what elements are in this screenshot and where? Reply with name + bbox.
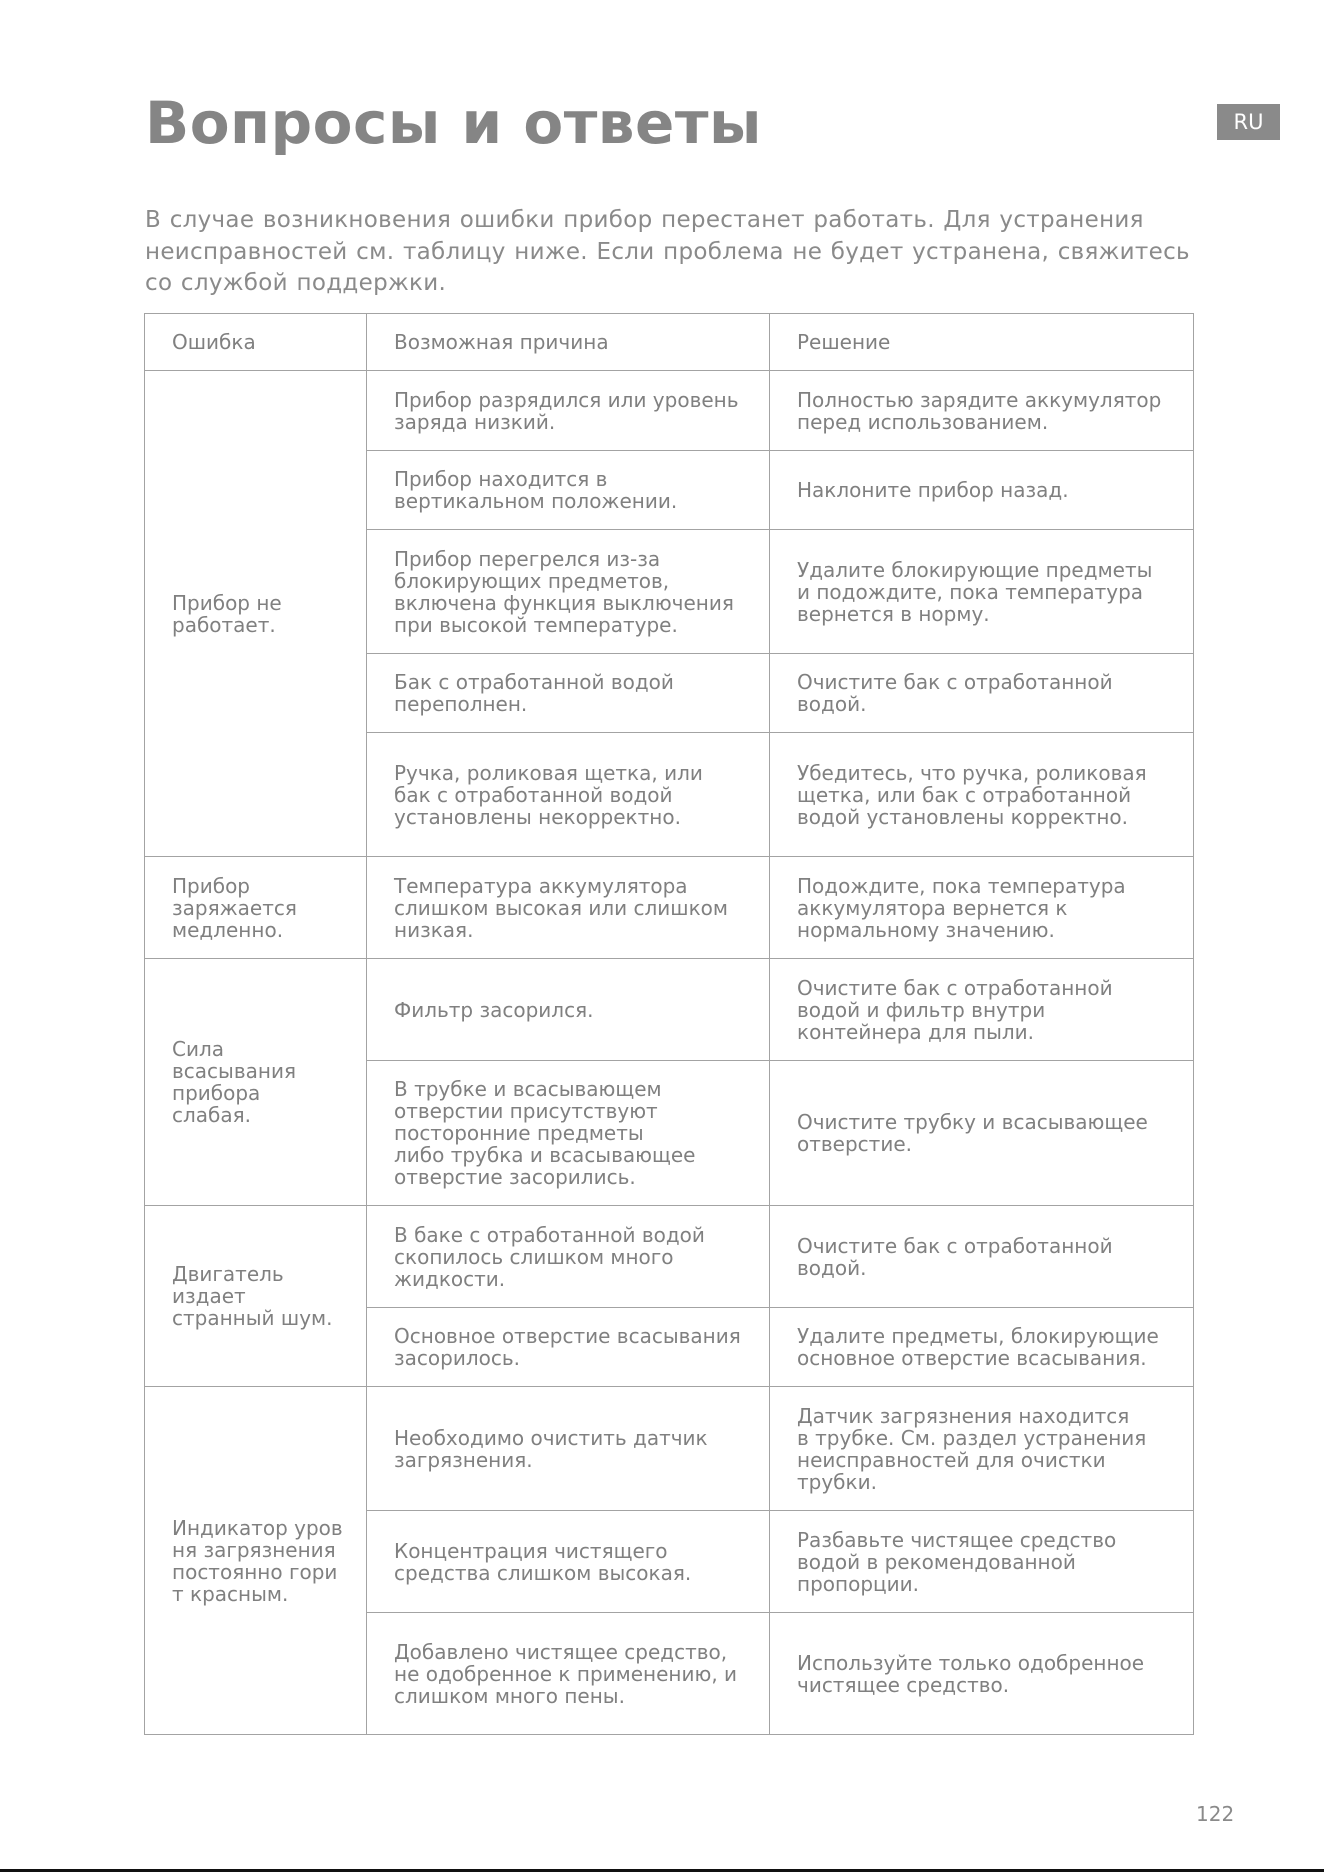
error-cell: Прибор не работает.: [145, 371, 367, 857]
column-header-solution: Решение: [770, 314, 1194, 371]
solution-cell: Удалите предметы, блокирующие основное отверстие всасывания.: [770, 1308, 1194, 1387]
cause-cell: Температура аккумулятора слишком высокая или слишком низкая.: [367, 857, 770, 959]
cause-cell: Бак с отработанной водой переполнен.: [367, 654, 770, 733]
solution-cell: Убедитесь, что ручка, роликовая щетка, или бак с отработанной водой установлены корректно.: [770, 733, 1194, 857]
column-header-error: Ошибка: [145, 314, 367, 371]
solution-cell: Подождите, пока температура аккумулятора вернется к нормальному значению.: [770, 857, 1194, 959]
cause-cell: Концентрация чистящего средства слишком высокая.: [367, 1511, 770, 1613]
table-row: [145, 1387, 1194, 1511]
table-header-row: [145, 314, 1194, 371]
cause-cell: Прибор разрядился или уровень заряда низкий.: [367, 371, 770, 451]
table-row: [145, 1206, 1194, 1308]
cause-cell: Фильтр засорился.: [367, 959, 770, 1061]
solution-cell: Очистите бак с отработанной водой.: [770, 654, 1194, 733]
cause-cell: Прибор перегрелся из-за блокирующих предметов, включена функция выключения при высокой температуре.: [367, 530, 770, 654]
solution-cell: Используйте только одобренное чистящее средство.: [770, 1613, 1194, 1735]
cause-cell: Добавлено чистящее средство, не одобренное к применению, и слишком много пены.: [367, 1613, 770, 1735]
solution-cell: Наклоните прибор назад.: [770, 451, 1194, 530]
intro-paragraph: В случае возникновения ошибки прибор перестанет работать. Для устранения неисправностей см. таблицу ниже. Если проблема не будет устранена, свяжитесь со службой поддержки.: [145, 207, 1190, 296]
cause-cell: В трубке и всасывающем отверстии присутствуют посторонние предметы либо трубка и всасывающее отверстие засорились.: [367, 1061, 770, 1206]
solution-cell: Очистите бак с отработанной водой и фильтр внутри контейнера для пыли.: [770, 959, 1194, 1061]
page-number: 122: [1196, 1802, 1235, 1826]
cause-cell: В баке с отработанной водой скопилось слишком много жидкости.: [367, 1206, 770, 1308]
cause-cell: Прибор находится в вертикальном положении.: [367, 451, 770, 530]
table-row: [145, 371, 1194, 451]
solution-cell: Очистите бак с отработанной водой.: [770, 1206, 1194, 1308]
error-cell: Прибор заряжается медленно.: [145, 857, 367, 959]
language-badge: RU: [1217, 104, 1280, 140]
solution-cell: Полностью зарядите аккумулятор перед использованием.: [770, 371, 1194, 451]
solution-cell: Очистите трубку и всасывающее отверстие.: [770, 1061, 1194, 1206]
solution-cell: Удалите блокирующие предметы и подождите, пока температура вернется в норму.: [770, 530, 1194, 654]
error-cell: Двигатель издает странный шум.: [145, 1206, 367, 1387]
error-cell: Индикатор уров ня загрязнения постоянно гори т красным.: [145, 1387, 367, 1735]
column-header-cause: Возможная причина: [367, 314, 770, 371]
solution-cell: Датчик загрязнения находится в трубке. См. раздел устранения неисправностей для очистки трубки.: [770, 1387, 1194, 1511]
cause-cell: Ручка, роликовая щетка, или бак с отработанной водой установлены некорректно.: [367, 733, 770, 857]
error-cell: Сила всасывания прибора слабая.: [145, 959, 367, 1206]
page-title: Вопросы и ответы: [145, 89, 762, 157]
troubleshooting-table: [144, 313, 1194, 1735]
cause-cell: Основное отверстие всасывания засорилось.: [367, 1308, 770, 1387]
table-row: [145, 857, 1194, 959]
cause-cell: Необходимо очистить датчик загрязнения.: [367, 1387, 770, 1511]
solution-cell: Разбавьте чистящее средство водой в рекомендованной пропорции.: [770, 1511, 1194, 1613]
table-row: [145, 959, 1194, 1061]
